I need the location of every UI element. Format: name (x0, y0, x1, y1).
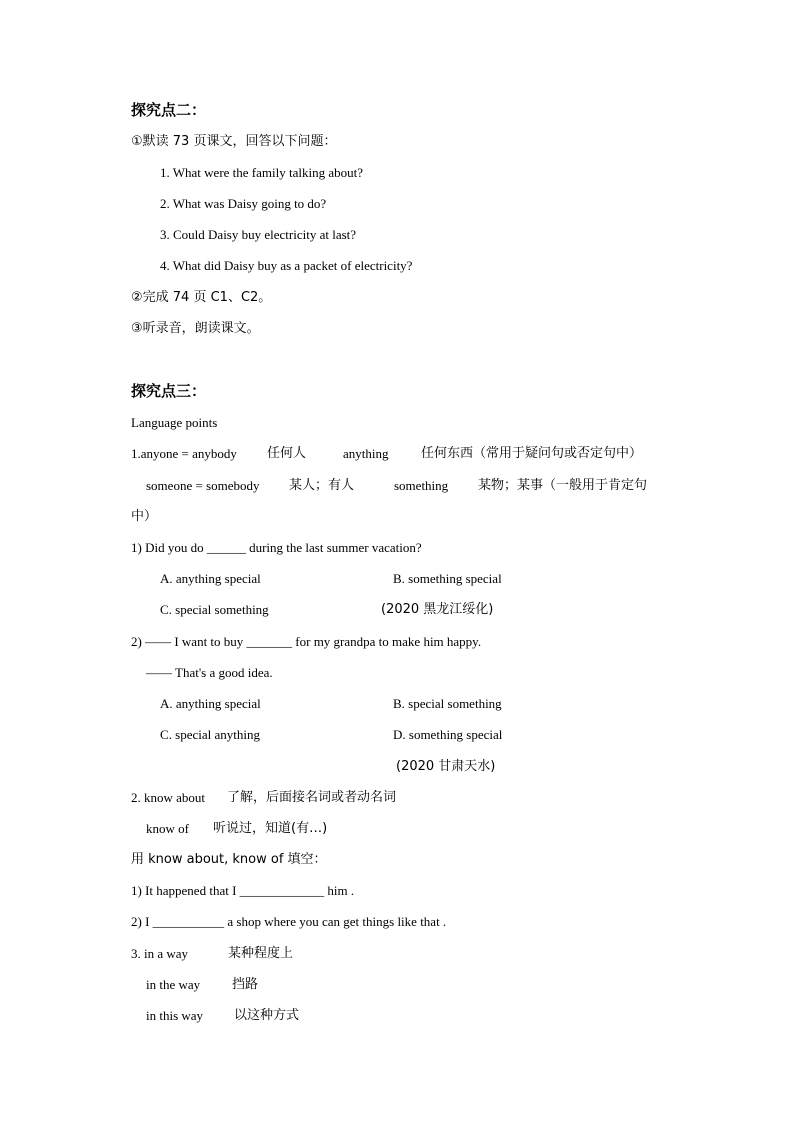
q2-stem: 2) —— I want to buy _______ for my grandpa to make him happy. (131, 634, 482, 649)
point3-in-this-way-meaning: 以这种方式 (234, 1008, 300, 1023)
point1-someone: someone = somebody (146, 478, 260, 493)
question-1: 1. What were the family talking about? (160, 165, 363, 180)
q1-option-c: C. special something (160, 602, 269, 617)
section2-heading: 探究点二： (131, 101, 207, 119)
section3-subheading: Language points (131, 415, 218, 430)
point2-sentence-1: 1) It happened that I _____________ him . (131, 883, 355, 898)
point1-anyone-meaning: 任何人 (267, 446, 307, 461)
q2-option-b: B. special something (393, 696, 502, 711)
q2-option-c: C. special anything (160, 727, 261, 742)
point1-anyone: 1.anyone = anybody (131, 446, 237, 461)
section2-item1: ①默读 73 页课文，回答以下问题： (131, 134, 337, 149)
question-3: 3. Could Daisy buy electricity at last? (160, 227, 357, 242)
point3-in-the-way-meaning: 挡路 (232, 977, 259, 992)
point3-in-this-way: in this way (146, 1008, 204, 1023)
q2-option-a: A. anything special (160, 696, 261, 711)
point1-anything: anything (343, 446, 389, 461)
q2-option-d: D. something special (393, 727, 503, 742)
point2-know-about-meaning: 了解，后面接名词或者动名词 (227, 790, 397, 805)
q1-stem: 1) Did you do ______ during the last summer vacation? (131, 540, 422, 555)
point1-line3: 中） (131, 509, 158, 524)
point1-anything-meaning: 任何东西（常用于疑问句或否定句中） (421, 446, 643, 461)
section2-item2: ②完成 74 页 C1、C2。 (131, 290, 272, 305)
question-4: 4. What did Daisy buy as a packet of electricity? (160, 258, 413, 273)
point1-someone-meaning: 某人；有人 (289, 478, 355, 493)
point2-know-about: 2. know about (131, 790, 206, 805)
question-2: 2. What was Daisy going to do? (160, 196, 327, 211)
q1-option-b: B. something special (393, 571, 502, 586)
section2-item3: ③听录音，朗读课文。 (131, 321, 260, 336)
section3-heading: 探究点三： (131, 382, 207, 400)
q1-source: (2020 黑龙江绥化) (381, 602, 494, 617)
point3-in-a-way: 3. in a way (131, 946, 189, 961)
point3-in-the-way: in the way (146, 977, 201, 992)
point1-something-meaning: 某物；某事（一般用于肯定句 (478, 478, 648, 493)
point1-something: something (394, 478, 449, 493)
q2-source: (2020 甘肃天水) (396, 759, 496, 774)
q2-reply: —— That's a good idea. (146, 665, 273, 680)
q1-option-a: A. anything special (160, 571, 261, 586)
point2-sentence-2: 2) I ___________ a shop where you can get things like that . (131, 914, 447, 929)
point2-know-of-meaning: 听说过，知道(有…) (213, 821, 328, 836)
point2-know-of: know of (146, 821, 189, 836)
point2-instruction: 用 know about, know of 填空： (131, 852, 327, 867)
point3-in-a-way-meaning: 某种程度上 (228, 946, 294, 961)
